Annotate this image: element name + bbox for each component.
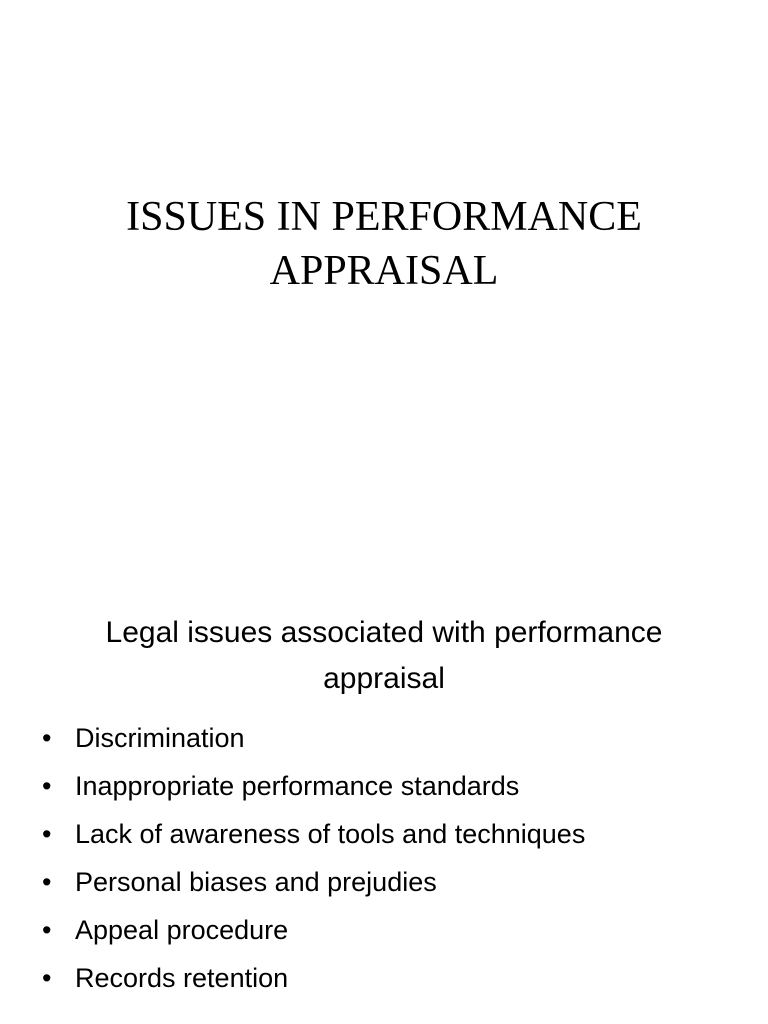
bullet-item xyxy=(42,858,585,906)
bullet-item xyxy=(42,714,585,762)
slide-title xyxy=(0,190,768,298)
bullet-text: Personal biases and prejudies xyxy=(75,867,437,897)
bullet-text: Lack of awareness of tools and techniques xyxy=(75,819,586,849)
bullet-item xyxy=(42,762,585,810)
bullet-text: Appeal procedure xyxy=(75,915,289,945)
content-slide-title-line-2: appraisal xyxy=(323,662,445,695)
bullet-dot-icon: • xyxy=(42,915,52,945)
bullet-dot-icon: • xyxy=(42,771,52,801)
bullet-dot-icon: • xyxy=(42,963,52,993)
content-slide xyxy=(0,512,768,1024)
bullet-list xyxy=(42,714,585,1002)
bullet-item xyxy=(42,906,585,954)
content-slide-title-line-1: Legal issues associated with performance xyxy=(105,616,663,649)
bullet-text: Inappropriate performance standards xyxy=(75,771,520,801)
bullet-item xyxy=(42,954,585,1002)
content-slide-title xyxy=(0,610,768,702)
bullet-dot-icon: • xyxy=(42,819,52,849)
bullet-item xyxy=(42,810,585,858)
bullet-dot-icon: • xyxy=(42,723,52,753)
bullet-text: Records retention xyxy=(75,963,289,993)
slide-title-line-1: ISSUES IN PERFORMANCE xyxy=(126,194,642,240)
bullet-dot-icon: • xyxy=(42,867,52,897)
slide-title-line-2: APPRAISAL xyxy=(269,248,499,294)
bullet-text: Discrimination xyxy=(75,723,245,753)
